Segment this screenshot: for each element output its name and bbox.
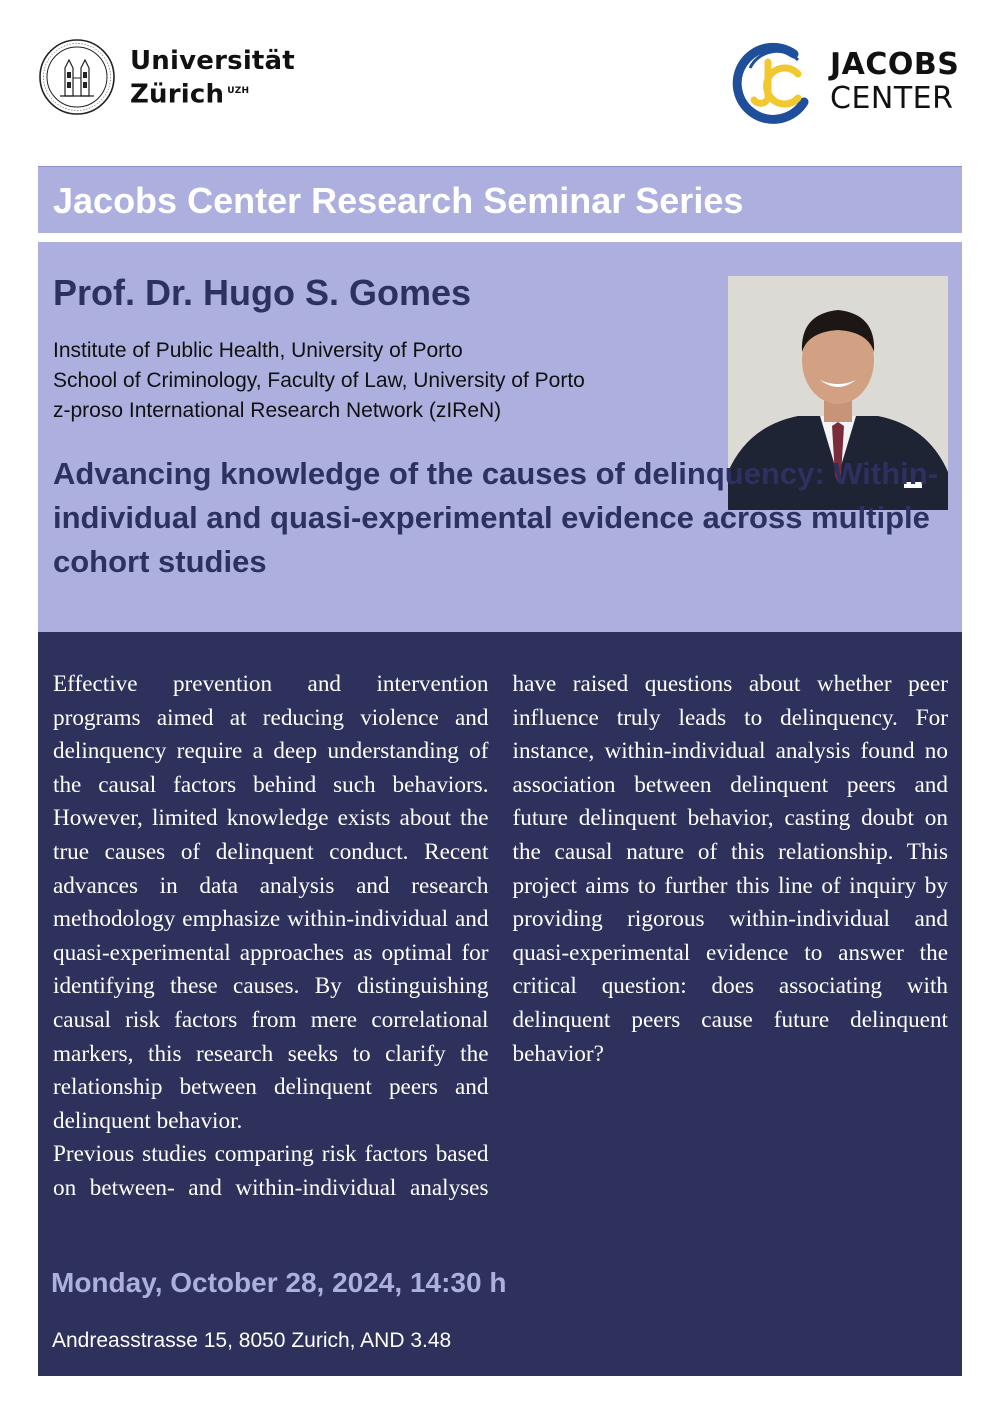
uzh-name-line2: Zürich — [130, 79, 225, 110]
talk-title: Advancing knowledge of the causes of delinquency: Within-individual and quasi-experimental evidence across multiple cohort studies — [53, 456, 939, 579]
abstract — [53, 668, 948, 1238]
event-venue: Andreasstrasse 15, 8050 Zurich, AND 3.48 — [52, 1329, 452, 1352]
speaker-name: Prof. Dr. Hugo S. Gomes — [53, 272, 472, 313]
speaker-band — [38, 242, 962, 632]
jacobs-line1: JACOBS — [830, 47, 960, 82]
series-band — [38, 166, 962, 233]
jacobs-center-logo — [732, 40, 964, 126]
jacobs-center-mark-icon — [732, 40, 818, 126]
event-date: Monday, October 28, 2024, 14:30 h — [51, 1267, 507, 1298]
affiliation-item: Institute of Public Health, University of Porto — [53, 339, 463, 362]
affiliation-item: z-proso International Research Network (zIReN) — [53, 399, 502, 422]
affiliation-list — [53, 336, 585, 426]
uzh-name-line1: Universität — [130, 46, 295, 76]
abstract-paragraph: Previous studies comparing risk factors based on between- and within-individual analyses have raised questions about whether peer influence truly leads to delinquency. For instance, within-individual analysis found no association between delinquent peers and future delinquent behavior, casting doubt on the causal nature of this relationship. This project aims to further this line of inquiry by providing rigorous within-individual and quasi-experimental evidence to answer the critical question: does associating with delinquent peers cause future delinquent behavior? — [53, 671, 948, 1201]
abstract-paragraph: Effective prevention and intervention programs aimed at reducing violence and delinquency require a deep understanding of the causal factors behind such behaviors. However, limited knowledge exists about the true causes of delinquent conduct. Recent advances in data analysis and research methodology emphasize within-individual and quasi-experimental approaches as optimal for identifying these causes. By distinguishing causal risk factors from mere correlational markers, this research seeks to clarify the relationship between delinquent peers and delinquent behavior. — [53, 671, 489, 1134]
uzh-seal-icon — [38, 38, 116, 116]
uzh-superscript: UZH — [227, 86, 250, 96]
affiliation-item: School of Criminology, Faculty of Law, University of Porto — [53, 369, 585, 392]
series-title: Jacobs Center Research Seminar Series — [53, 180, 744, 221]
abstract-band — [38, 632, 962, 1376]
uzh-logo — [38, 36, 298, 118]
jacobs-line2: CENTER — [830, 81, 954, 116]
